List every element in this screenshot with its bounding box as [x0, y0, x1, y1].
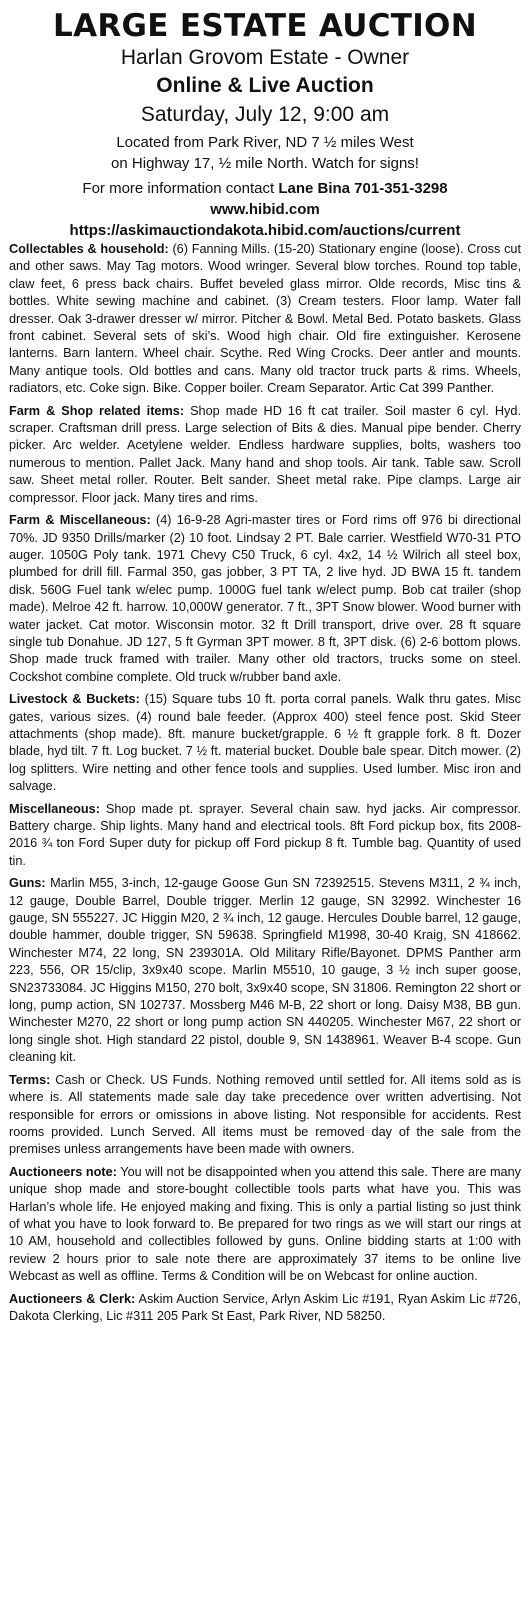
- section-miscellaneous: [9, 801, 521, 871]
- section-text: Cash or Check. US Funds. Nothing removed until settled for. All items sold as is where is. All statements made sale day take precedence over written advertising. Not responsible for errors or omissions in above listing. Not responsible for accidents. Rest rooms provided. Lunch Served. All items must be removed day of the sale from the premises unless arrangements have been made with owners.: [9, 1072, 521, 1157]
- contact-line: [9, 178, 521, 199]
- section-farm-misc: [9, 512, 521, 686]
- section-livestock: [9, 691, 521, 795]
- auction-type: Online & Live Auction: [156, 74, 374, 97]
- website-link-2[interactable]: https://askimauctiondakota.hibid.com/auctions/current: [69, 222, 461, 239]
- section-heading: Auctioneers note:: [9, 1164, 117, 1179]
- section-guns: [9, 875, 521, 1066]
- section-text: Askim Auction Service, Arlyn Askim Lic #191, Ryan Askim Lic #726, Dakota Clerking, Lic #311 205 Park St East, Park River, ND 58250.: [9, 1291, 522, 1323]
- section-farm-shop: [9, 403, 521, 507]
- section-text: Shop made HD 16 ft cat trailer. Soil master 6 cyl. Hyd. scraper. Craftsman drill press. Large selection of Bits & dies. Manual pipe bender. Cherry picker. Arc welder. Acetylene welder. Endless hardware supplies, bolts, washers too numerous to mention. Pallet Jack. Many hand and shop tools. Air tank. Table saw. Scroll saw. Sheet metal roller. Router. Belt sander. Sheet metal rake. Pipe clamps. Large air compressor. Floor jack. Many tires and rims.: [9, 403, 521, 505]
- section-text: Marlin M55, 3-inch, 12-gauge Goose Gun SN 72392515. Stevens M311, 2 ¾ inch, 12 gauge, Double Barrel, Double trigger. Merlin 12 gauge, SN 32992. Winchester 16 gauge, SN 555227. JC Higgin M20, 2 ¾ inch, 12 gauge. Hercules Double barrel, 12 gauge, double hammer, double trigger, SN 59638. Springfield M1998, 30-40 Kraig, SN 418662. Winchester M74, 22 long, SN 239301A. Old Military Rifle/Bayonet. DPMS Panther arm 223, 556, OR 15/clip, 3x9x40 scope. Marlin M5510, 10 gauge, 3 ½ inch super goose, SN23733084. JC Higgins M150, 270 bolt, 3x9x40 scope, SN 31806. Remington 22 short or long, pump action, SN 102737. Mossberg M46 M-B, 22 short or long. Daisy M38, BB gun. Winchester M270, 22 short or long pump action SN 440205. Winchester M67, 22 short or long single shot. High standard 22 pistol, double 9, SN 1438961. Weaver B-4 scope. Gun cleaning kit.: [9, 876, 521, 1065]
- section-text: (4) 16-9-28 Agri-master tires or Ford rims off 976 bi directional 70%. JD 9350 Drills/marker (2) 10 foot. Lindsay 2 PT. Bale carrier. Westfield W70-31 PTO auger. 1050G Poly tank. 1971 Chevy C50 Truck, 6 cyl. 4x2, 14 ½ Wilrich all steel box, plumbed for drill fill. Farmal 350, gas jobber, 3 PT TA, 2 live hyd. JD BWA 15 ft. tandem disk. 560G Fuel tank w/elec pump. 1000G fuel tank w/elect pump. Bob cat trailer (shop made). Melroe 42 ft. harrow. 10,000W generator. 7 ft., 3PT Snow blower. Wood burner with water jacket. Cat motor. Wisconsin motor. 32 ft Drill transport, drive over. 28 ft square single tub Donahue. JD 127, 5 ft Gyrman 3PT mower. 8 ft, 3PT disk. (6) 2-6 bottom plows. Shop made truck framed with trailer. Many other old tractors, trucks some on steel. Cockshot combine complete. Old truck w/rubber band axle.: [9, 513, 521, 684]
- flyer-header: [9, 8, 521, 241]
- contact-prefix: For more information contact: [82, 180, 279, 197]
- auction-date: Saturday, July 12, 9:00 am: [140, 103, 390, 126]
- section-text: (6) Fanning Mills. (15-20) Stationary engine (loose). Cross cut and other saws. May Tag motors. Wood wringer. Several blow torches. Round top table, claw feet, 6 press back chairs. Buffet beveled glass mirror. Olde records, Misc tins & bottles. White sewing machine and cabinet. (3) Cream testers. Floor lamp. Water fall dresser. Oak 3-drawer dresser w/ mirror. Pitcher & Bowl. Metal Bed. Potato baskets. Glass front cabinet. Several sets of ski’s. Wood high chair. Old fire extinguisher. Kerosene lanterns. Barn lantern. Wheel chair. Scythe. Red Wing Crocks. Deer antler and mounts. Many antique tools. Old bottles and cans. Many old tractor truck parts & rims. Wheels, radiators, etc. Coke sign. Bike. Copper boiler. Cream Separator. Artic Cat 399 Panther.: [9, 242, 521, 396]
- section-heading: Auctioneers & Clerk:: [9, 1291, 136, 1306]
- website-link-1[interactable]: www.hibid.com: [210, 201, 320, 218]
- section-heading: Guns:: [9, 876, 46, 891]
- section-terms: [9, 1072, 521, 1159]
- section-auctioneers-note: [9, 1164, 521, 1286]
- section-collectables: [9, 241, 521, 398]
- section-text: Shop made pt. sprayer. Several chain saw. hyd jacks. Air compressor. Battery charge. Ship lights. Many hand and electrical tools. 8ft Ford pickup box, fits 2008-2016 ¾ ton Ford Super duty for pickup off Ford pickup 8 ft. Tumble bag. Quantity of used tin.: [9, 801, 521, 868]
- section-heading: Livestock & Buckets:: [9, 692, 140, 707]
- owner-line: Harlan Grovom Estate - Owner: [120, 46, 410, 69]
- section-text: (15) Square tubs 10 ft. porta corral panels. Walk thru gates. Misc gates, various sizes. (4) round bale feeder. (Approx 400) steel fence post. Skid Steer attachments (shop made). 8ft. manure bucket/grapple. 6 ½ ft grapple fork. 8 ft. Dozer blade, hyd tilt. 7 ft. Log bucket. 7 ½ ft. material bucket. Double bale spear. Ditch mower. (2) log splitters. Wire netting and other fence tools and supplies. Used lumber. Misc iron and salvage.: [9, 692, 521, 794]
- location-line-1: Located from Park River, ND 7 ½ miles West: [116, 134, 414, 151]
- section-text: You will not be disappointed when you attend this sale. There are many unique shop made and store-bought collectible tools parts what have you. This was Harlan’s whole life. He enjoyed making and fixing. This is only a partial listing so just think of what you have to look forward to. Be prepared for two rings as we will start our rings at 10 AM, household and collectibles followed by guns. Online bidding starts at 1:00 with review 2 hours prior to sale note there are approximately 37 items to be online live Webcast as well as offline. Terms & Condition will be on Webcast for online auction.: [9, 1164, 522, 1284]
- location-line-2: on Highway 17, ½ mile North. Watch for signs!: [111, 155, 419, 172]
- section-heading: Farm & Miscellaneous:: [9, 513, 151, 528]
- section-heading: Miscellaneous:: [9, 801, 100, 816]
- section-auctioneers-clerk: [9, 1291, 521, 1326]
- section-heading: Farm & Shop related items:: [9, 403, 185, 418]
- section-heading: Collectables & household:: [9, 242, 169, 256]
- section-heading: Terms:: [9, 1072, 51, 1087]
- contact-name: Lane Bina 701-351-3298: [278, 180, 448, 197]
- page-title: LARGE ESTATE AUCTION: [53, 8, 477, 44]
